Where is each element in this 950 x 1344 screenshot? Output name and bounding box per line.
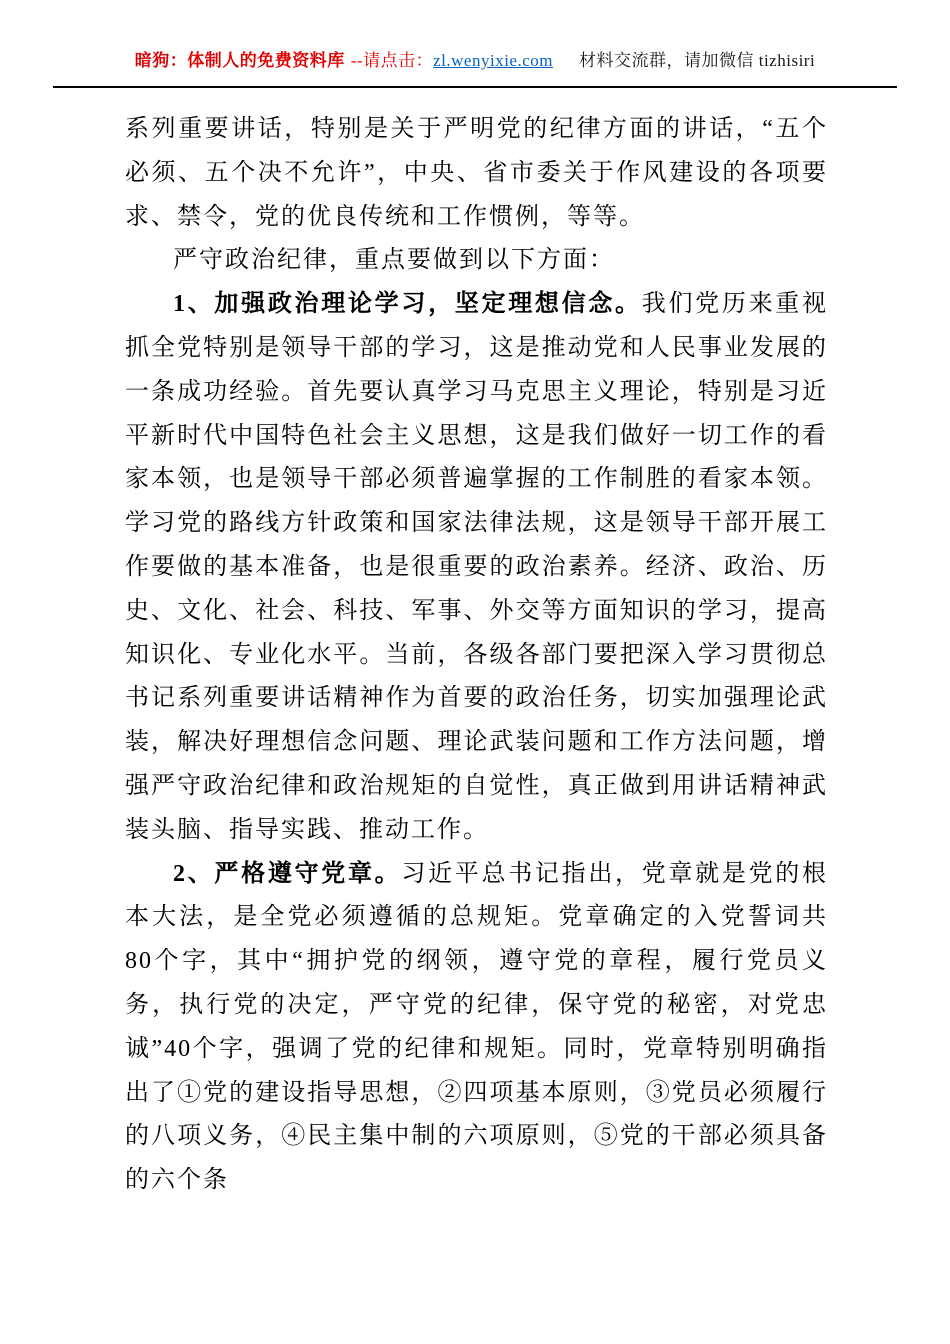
- paragraph-heading: 2、严格遵守党章。: [173, 860, 402, 887]
- paragraph-text: 习近平总书记指出，党章就是党的根本大法，是全党必须遵循的总规矩。党章确定的入党誓词共80个字，其中“拥护党的纲领，遵守党的章程，履行党员义务，执行党的决定，严守党的纪律，保守党的秘密，对党忠诚”40个字，强调了党的纪律和规矩。同时，党章特别明确指出了①党的建设指导思想，②四项基本原则，③党员必须履行的八项义务，④民主集中制的六项原则，⑤党的干部必须具备的六个条: [125, 860, 828, 1194]
- paragraph-point-2: [125, 853, 828, 1203]
- paragraph-heading: 1、加强政治理论学习，坚定理想信念。: [173, 291, 642, 318]
- paragraph-text: 严守政治纪律，重点要做到以下方面：: [173, 247, 615, 274]
- paragraph-point-1: [125, 283, 828, 852]
- paragraph-intro: [125, 239, 828, 283]
- page-header: [53, 0, 897, 88]
- document-body: [0, 88, 950, 1203]
- header-click-prompt: --请点击：: [350, 51, 434, 70]
- header-brand: 暗狗：体制人的免费资料库: [134, 51, 345, 70]
- paragraph-text: 我们党历来重视抓全党特别是领导干部的学习，这是推动党和人民事业发展的一条成功经验。首先要认真学习马克思主义理论，特别是习近平新时代中国特色社会主义思想，这是我们做好一切工作的看家本领，也是领导干部必须普遍掌握的工作制胜的看家本领。学习党的路线方针政策和国家法律法规，这是领导干部开展工作要做的基本准备，也是很重要的政治素养。经济、政治、历史、文化、社会、科技、军事、外交等方面知识的学习，提高知识化、专业化水平。当前，各级各部门要把深入学习贯彻总书记系列重要讲话精神作为首要的政治任务，切实加强理论武装，解决好理想信念问题、理论武装问题和工作方法问题，增强严守政治纪律和政治规矩的自觉性，真正做到用讲话精神武装头脑、指导实践、推动工作。: [125, 291, 828, 843]
- header-link[interactable]: zl.wenyixie.com: [433, 51, 553, 70]
- paragraph-continuation: [125, 108, 828, 239]
- header-group-note: 材料交流群，请加微信 tizhisiri: [578, 51, 816, 70]
- paragraph-text: 系列重要讲话，特别是关于严明党的纪律方面的讲话，“五个必须、五个决不允许”，中央、省市委关于作风建设的各项要求、禁令，党的优良传统和工作惯例，等等。: [125, 116, 828, 230]
